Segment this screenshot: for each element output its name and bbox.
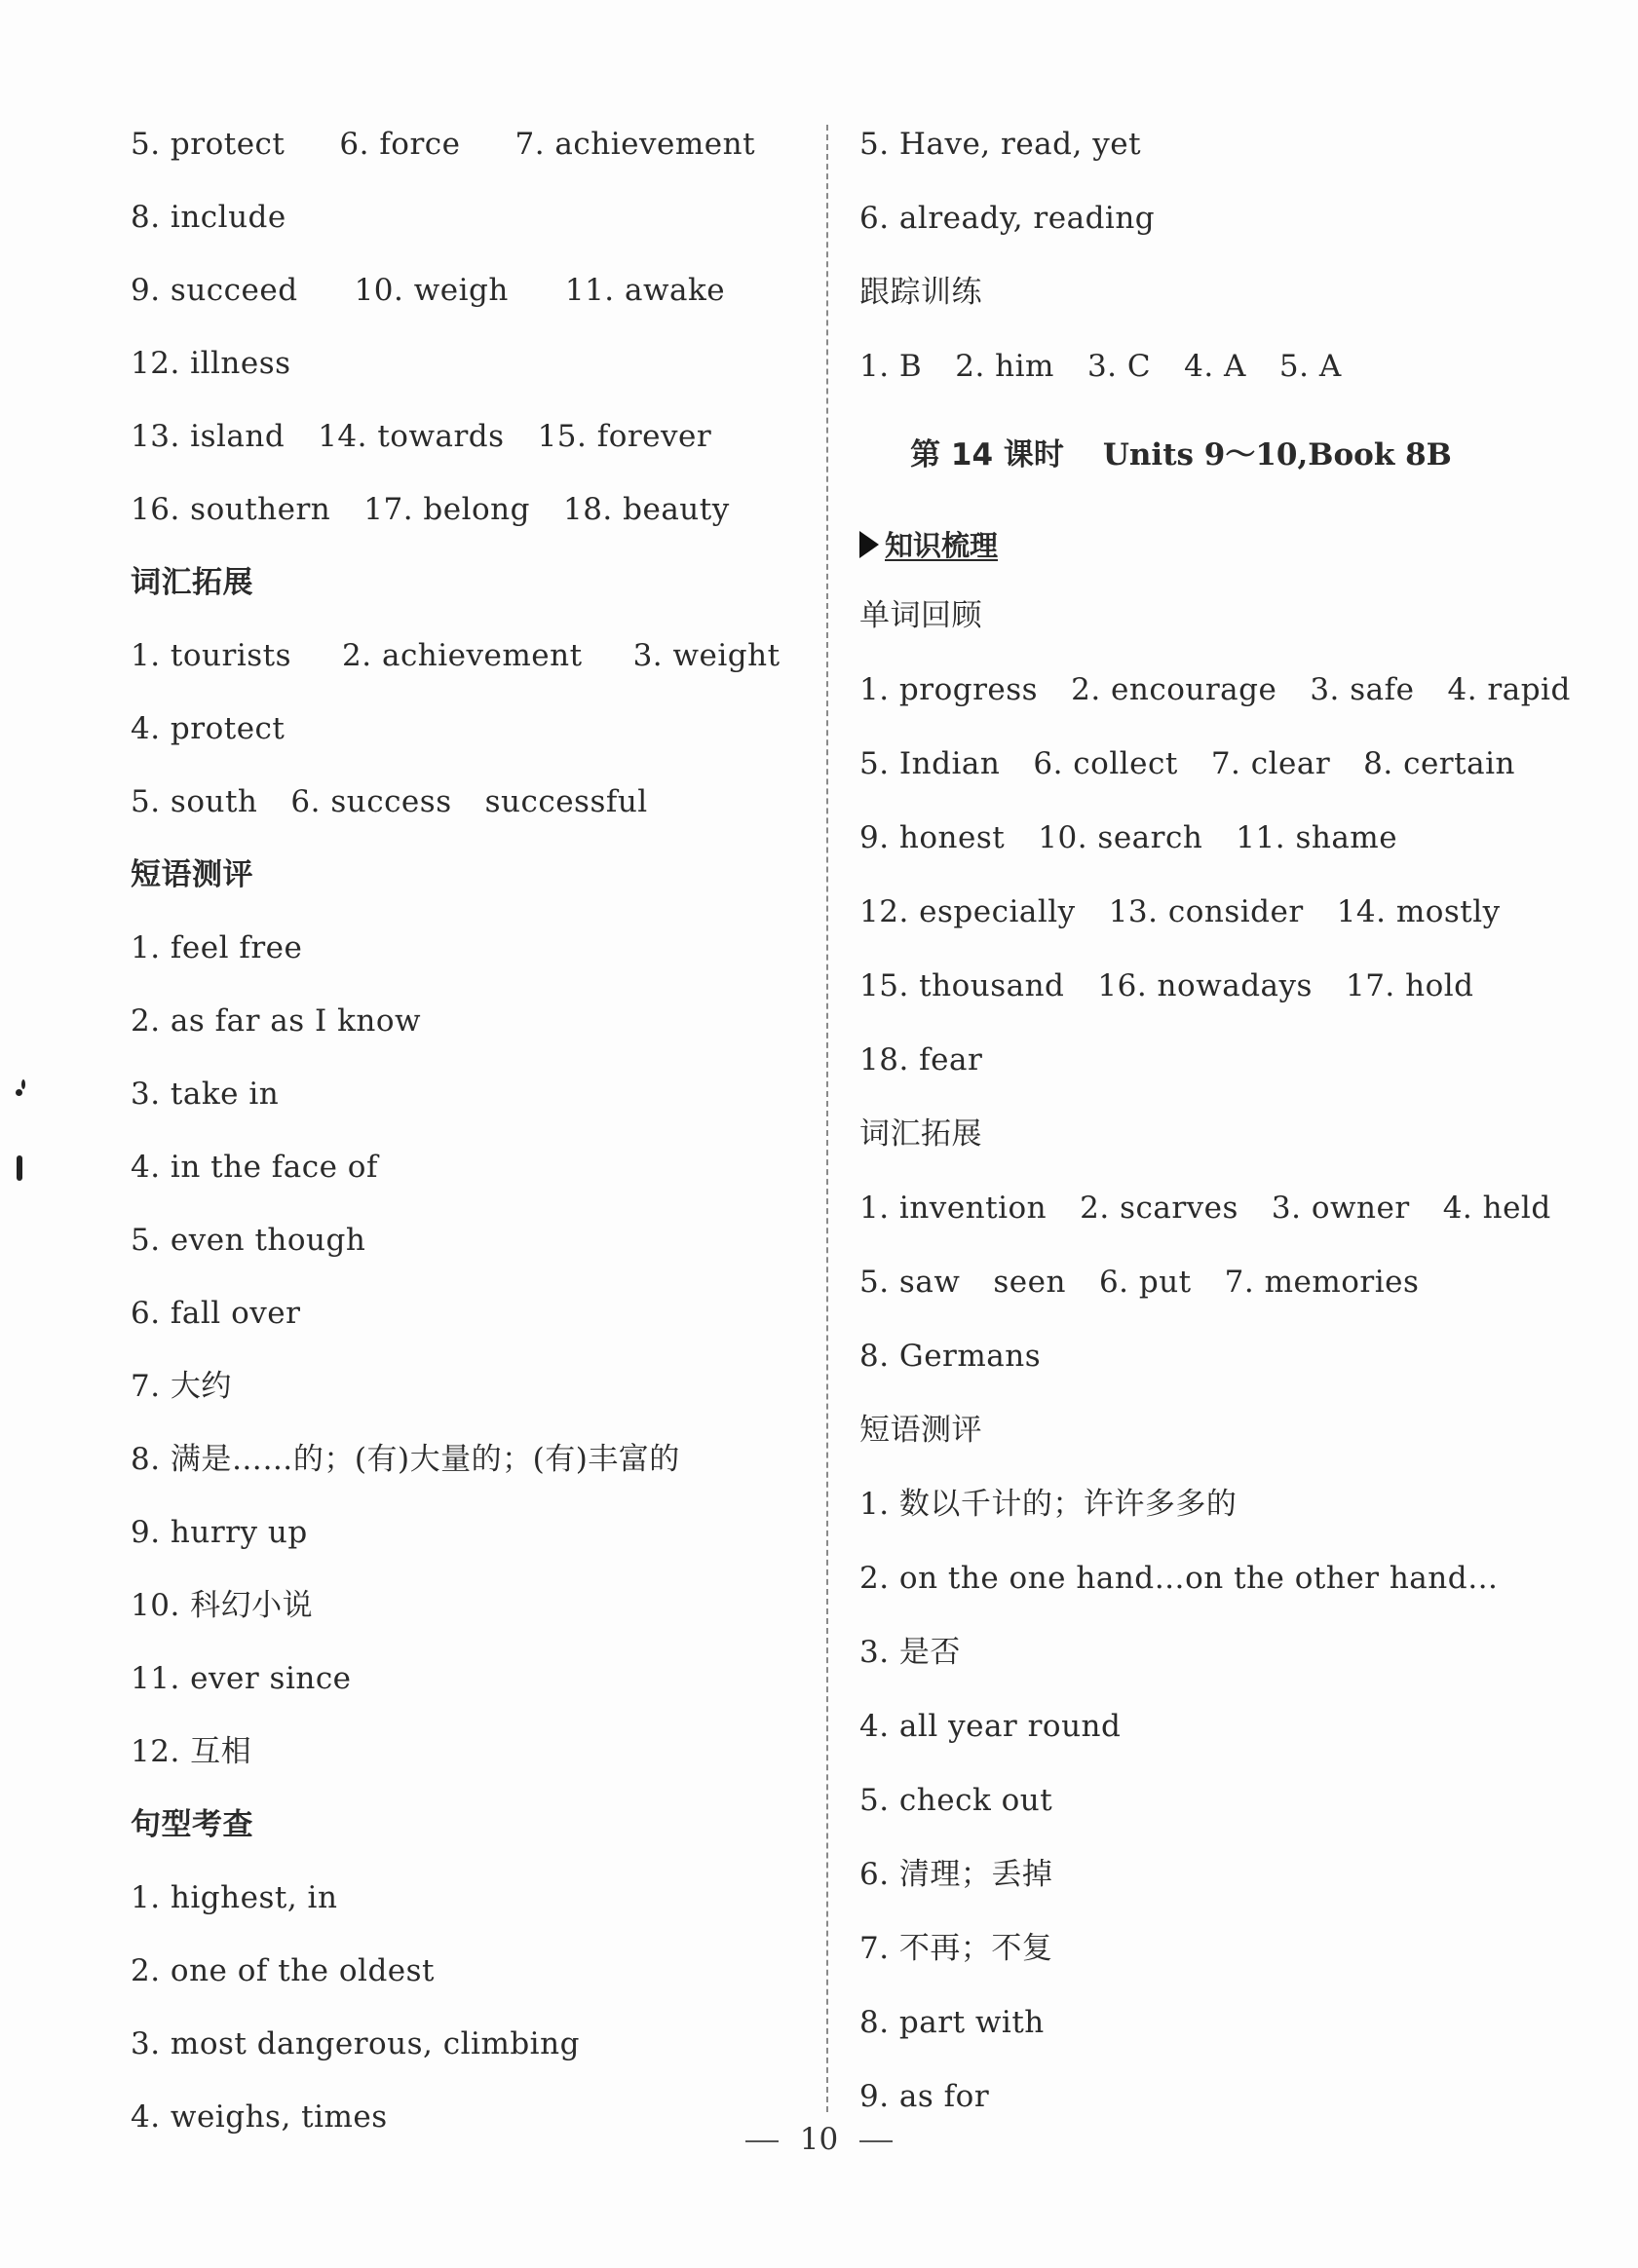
answer-item: 11. ever since xyxy=(131,1661,352,1696)
answer-item: 9. hurry up xyxy=(131,1515,308,1550)
answer-line xyxy=(131,188,813,261)
answer-line xyxy=(859,1179,1561,1253)
right-column xyxy=(859,115,1571,2141)
answer-item: 6. collect xyxy=(1033,746,1178,781)
answer-item: 4. held xyxy=(1442,1191,1551,1226)
scan-speck xyxy=(16,1089,22,1096)
answer-item: 6. 清理；丢掉 xyxy=(859,1857,1053,1892)
lesson-units: Units 9～10,Book 8B xyxy=(1102,437,1452,472)
answer-item: 5. check out xyxy=(859,1783,1053,1818)
answer-line xyxy=(131,1138,813,1211)
answer-line xyxy=(131,626,813,699)
answer-line xyxy=(859,115,1561,189)
answer-line xyxy=(859,661,1571,735)
right-answers xyxy=(859,586,1571,2141)
answer-line xyxy=(131,334,813,407)
answer-item: 2. scarves xyxy=(1080,1191,1238,1226)
answer-item: 6. fall over xyxy=(131,1296,301,1331)
answer-item: 12. illness xyxy=(131,346,291,381)
answer-item: 4. weighs, times xyxy=(131,2099,388,2135)
answer-line xyxy=(131,773,813,846)
answer-item: 18. fear xyxy=(859,1042,983,1077)
answer-item: 6. put xyxy=(1098,1265,1192,1300)
answer-item: 14. towards xyxy=(318,419,505,454)
answer-line xyxy=(859,1549,1561,1623)
answer-line xyxy=(131,2015,813,2088)
answer-item: 5. even though xyxy=(131,1223,366,1258)
section-heading: 词汇拓展 xyxy=(859,1116,982,1152)
answer-line xyxy=(859,189,1561,263)
answer-line xyxy=(859,735,1561,809)
answer-item: 2. on the one hand…on the other hand… xyxy=(859,1561,1499,1596)
answer-item: 5. protect xyxy=(131,127,286,162)
answer-line xyxy=(859,1845,1561,1919)
answer-line xyxy=(131,1649,813,1722)
answer-line xyxy=(131,1065,813,1138)
answer-item: 3. safe xyxy=(1310,672,1415,707)
page-dash-right xyxy=(859,2140,893,2142)
triangle-arrow-icon xyxy=(859,531,879,558)
answer-item: 9. as for xyxy=(859,2079,990,2114)
answer-line xyxy=(131,1722,813,1796)
answer-item: 6. success xyxy=(290,784,452,819)
answer-line xyxy=(131,1211,813,1284)
answer-item: 17. belong xyxy=(363,492,530,527)
answer-line xyxy=(131,261,813,334)
answer-item: 11. shame xyxy=(1236,820,1398,855)
answer-item: 10. 科幻小说 xyxy=(131,1588,314,1623)
answer-item: 13. island xyxy=(131,419,286,454)
page-dash-left xyxy=(745,2140,779,2142)
answer-item: 9. honest xyxy=(859,820,1006,855)
answer-item: 14. mostly xyxy=(1336,894,1501,929)
answer-item: 12. especially xyxy=(859,894,1076,929)
answer-item: 11. awake xyxy=(564,273,726,308)
answer-item: 1. invention xyxy=(859,1191,1048,1226)
section-heading: 跟踪训练 xyxy=(859,275,982,310)
answer-line xyxy=(131,1430,813,1503)
answer-item: 5. Indian xyxy=(859,746,1001,781)
answer-item: 9. succeed xyxy=(131,273,298,308)
section-heading: 词汇拓展 xyxy=(131,565,253,600)
scan-speck xyxy=(21,1079,25,1089)
answer-item: 5. A xyxy=(1278,349,1342,384)
answer-item: 8. certain xyxy=(1363,746,1515,781)
answer-line xyxy=(859,1697,1561,1771)
lesson-number: 第 14 课时 xyxy=(910,437,1064,472)
right-top-answers xyxy=(859,115,1561,411)
answer-item: 1. B xyxy=(859,349,923,384)
answer-item: 8. Germans xyxy=(859,1339,1042,1374)
answer-line xyxy=(859,1253,1561,1327)
answer-item: 15. thousand xyxy=(859,968,1065,1003)
section-heading: 短语测评 xyxy=(131,857,253,892)
knowledge-banner xyxy=(859,499,1561,586)
answer-item: 5. saw xyxy=(859,1265,961,1300)
answer-line xyxy=(859,1919,1561,1993)
answer-item: 2. as far as I know xyxy=(131,1003,422,1039)
answer-line xyxy=(859,1623,1561,1697)
answer-item: 7. clear xyxy=(1210,746,1331,781)
answer-item: 18. beauty xyxy=(562,492,730,527)
section-heading: 单词回顾 xyxy=(859,598,982,633)
answer-item: 8. 满是……的；(有)大量的；(有)丰富的 xyxy=(131,1442,680,1477)
answer-line xyxy=(131,699,813,773)
answer-item: 4. all year round xyxy=(859,1709,1122,1744)
answer-line xyxy=(131,919,813,992)
answer-item: 7. 不再；不复 xyxy=(859,1931,1053,1966)
answer-item: 3. C xyxy=(1086,349,1152,384)
page-number-text: 10 xyxy=(799,2122,839,2157)
lesson-title xyxy=(859,411,1561,499)
answer-item: 10. search xyxy=(1038,820,1203,855)
answer-item: 3. weight xyxy=(632,638,781,673)
answer-item: 2. him xyxy=(955,349,1054,384)
answer-item: 6. already, reading xyxy=(859,201,1156,236)
answer-line xyxy=(131,1503,813,1576)
answer-line xyxy=(131,1942,813,2015)
answer-item: 7. memories xyxy=(1224,1265,1420,1300)
scan-speck xyxy=(17,1155,22,1181)
answer-item: 4. A xyxy=(1184,349,1246,384)
answer-line xyxy=(131,1284,813,1357)
answer-item: 1. tourists xyxy=(131,638,292,673)
answer-item: 5. Have, read, yet xyxy=(859,127,1142,162)
answer-line xyxy=(859,809,1561,883)
answer-item: 5. south xyxy=(131,784,258,819)
answer-item: 1. highest, in xyxy=(131,1880,338,1915)
answer-item: 1. progress xyxy=(859,672,1039,707)
answer-item: 8. part with xyxy=(859,2005,1045,2040)
answer-item: 7. achievement xyxy=(514,127,756,162)
answer-item: 4. protect xyxy=(131,711,286,746)
answer-item: seen xyxy=(993,1265,1066,1300)
answer-line xyxy=(131,1869,813,1942)
answer-item: 2. encourage xyxy=(1071,672,1277,707)
answer-item: 3. most dangerous, climbing xyxy=(131,2026,580,2061)
answer-line xyxy=(859,337,1561,411)
answer-item: 4. in the face of xyxy=(131,1150,378,1185)
answer-line xyxy=(131,115,813,188)
answer-item: 6. force xyxy=(339,127,461,162)
answer-line xyxy=(859,1031,1561,1105)
answer-line xyxy=(131,1576,813,1649)
answer-line xyxy=(859,1993,1561,2067)
answer-line xyxy=(131,1357,813,1430)
answer-item: 13. consider xyxy=(1108,894,1304,929)
page-number xyxy=(0,2122,1638,2157)
answer-item: 7. 大约 xyxy=(131,1369,232,1404)
answer-line xyxy=(859,883,1561,957)
answer-line xyxy=(859,1475,1561,1549)
section-heading: 短语测评 xyxy=(859,1413,982,1448)
answer-item: 3. owner xyxy=(1271,1191,1410,1226)
answer-item: 16. nowadays xyxy=(1097,968,1313,1003)
answer-item: 15. forever xyxy=(537,419,712,454)
answer-item: 17. hold xyxy=(1345,968,1474,1003)
answer-item: 12. 互相 xyxy=(131,1734,252,1769)
answer-item: 10. weigh xyxy=(354,273,509,308)
answer-item: successful xyxy=(484,784,648,819)
answer-line xyxy=(131,992,813,1065)
left-column xyxy=(131,115,813,2161)
answer-item: 3. take in xyxy=(131,1077,280,1112)
answer-item: 3. 是否 xyxy=(859,1635,961,1670)
answer-item: 2. achievement xyxy=(342,638,583,673)
answer-item: 4. rapid xyxy=(1447,672,1571,707)
banner-label: 知识梳理 xyxy=(885,529,999,562)
column-divider xyxy=(826,125,828,2112)
answer-line xyxy=(859,957,1561,1031)
answer-line xyxy=(859,1327,1561,1401)
answer-item: 8. include xyxy=(131,200,286,235)
answer-item: 2. one of the oldest xyxy=(131,1953,436,1988)
answer-line xyxy=(859,1771,1561,1845)
answer-line xyxy=(131,407,813,480)
answer-item: 1. 数以千计的；许许多多的 xyxy=(859,1487,1238,1522)
answer-item: 16. southern xyxy=(131,492,331,527)
section-heading: 句型考查 xyxy=(131,1807,253,1842)
answer-item: 1. feel free xyxy=(131,930,303,965)
answer-line xyxy=(131,480,813,553)
